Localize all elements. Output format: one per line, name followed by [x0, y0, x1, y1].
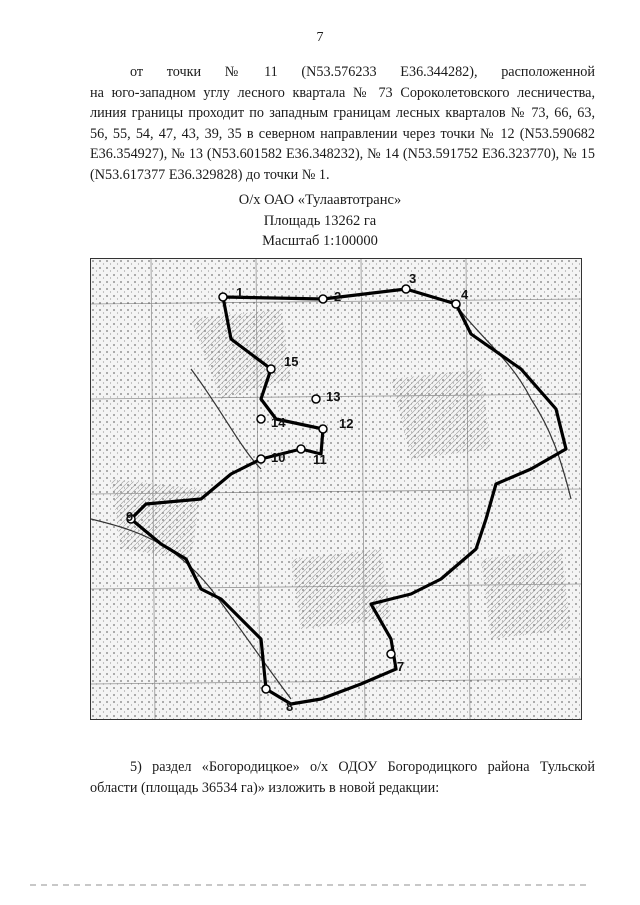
- caption-scale: Масштаб 1:100000: [262, 233, 378, 249]
- svg-text:3: 3: [409, 271, 417, 286]
- svg-text:15: 15: [284, 354, 299, 369]
- boundary-description-paragraph: [90, 62, 595, 185]
- svg-text:12: 12: [339, 416, 354, 431]
- caption-owner: О/х ОАО «Тулаавтотранс»: [238, 192, 402, 208]
- section-amendment-paragraph: [90, 757, 595, 798]
- svg-text:14: 14: [271, 415, 286, 430]
- svg-text:4: 4: [461, 287, 469, 302]
- paragraph-body: на юго-западном углу лесного квартала № 73 Сороколетовского лесничества, линия границы проходит по западным границам лесных кварталов № 73, 66, 63, 56, 55, 54, 47, 43, 39, 35 в северном направлении через точки № 12 (N53.590682 E36.354927), № 13 (N53.601582 E36.348232), № 14 (N53.591752 E36.323770), № 15 (N53.617377 E36.329828) до точки № 1.: [90, 84, 595, 183]
- svg-text:7: 7: [397, 659, 405, 674]
- svg-text:1: 1: [236, 285, 244, 300]
- caption-area: Площадь 13262 га: [263, 212, 377, 229]
- svg-text:10: 10: [271, 450, 286, 465]
- scan-footer-artifact: [30, 884, 590, 886]
- svg-text:11: 11: [313, 452, 327, 467]
- svg-text:2: 2: [334, 289, 342, 304]
- boundary-map: [90, 258, 582, 720]
- svg-text:9: 9: [126, 509, 134, 524]
- map-caption: [0, 190, 640, 252]
- svg-text:8: 8: [286, 699, 294, 714]
- paragraph-first-line: от точки № 11 (N53.576233 E36.344282), расположенной: [130, 64, 595, 80]
- map-drawing: [91, 259, 581, 719]
- page-number: 7: [316, 30, 324, 45]
- paragraph2-text: 5) раздел «Богородицкое» о/х ОДОУ Богородицкого района Тульской области (площадь 36534 га)» изложить в новой редакции:: [90, 759, 595, 796]
- svg-text:13: 13: [326, 389, 341, 404]
